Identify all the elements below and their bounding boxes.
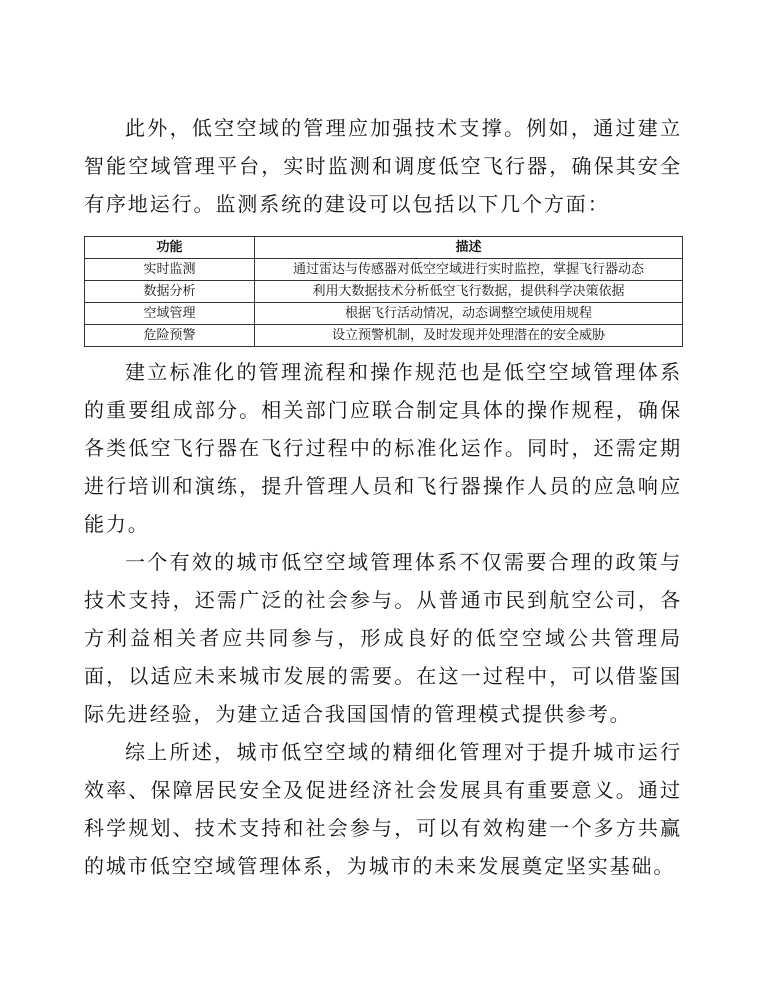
table-header-row <box>85 237 683 259</box>
table-header-description: 描述 <box>255 237 683 259</box>
table-row <box>85 325 683 347</box>
table-header-function: 功能 <box>85 237 255 259</box>
monitoring-features-table <box>84 236 683 347</box>
table-cell-description: 通过雷达与传感器对低空空域进行实时监控，掌握飞行器动态 <box>255 259 683 281</box>
document-page <box>84 100 682 885</box>
paragraph-tech-support: 此外，低空空域的管理应加强技术支撑。例如，通过建立智能空域管理平台，实时监测和调度低空飞行器，确保其安全有序地运行。监测系统的建设可以包括以下几个方面： <box>84 116 682 216</box>
table-cell-function: 空域管理 <box>85 303 255 325</box>
table-cell-function: 危险预警 <box>85 325 255 347</box>
table-cell-function: 数据分析 <box>85 281 255 303</box>
paragraph-conclusion: 综上所述，城市低空空域的精细化管理对于提升城市运行效率、保障居民安全及促进经济社会发展具有重要意义。通过科学规划、技术支持和社会参与，可以有效构建一个多方共赢的城市低空空域管理体系，为城市的未来发展奠定坚实基础。 <box>84 740 682 878</box>
paragraph-social-participation: 一个有效的城市低空空域管理体系不仅需要合理的政策与技术支持，还需广泛的社会参与。从普通市民到航空公司，各方利益相关者应共同参与，形成良好的低空空域公共管理局面，以适应未来城市发展的需要。在这一过程中，可以借鉴国际先进经验，为建立适合我国国情的管理模式提供参考。 <box>84 550 682 726</box>
table-cell-description: 利用大数据技术分析低空飞行数据，提供科学决策依据 <box>255 281 683 303</box>
paragraph-standardization: 建立标准化的管理流程和操作规范也是低空空域管理体系的重要组成部分。相关部门应联合制定具体的操作规程，确保各类低空飞行器在飞行过程中的标准化运作。同时，还需定期进行培训和演练，提升管理人员和飞行器操作人员的应急响应能力。 <box>84 360 682 536</box>
table-row <box>85 303 683 325</box>
table-cell-function: 实时监测 <box>85 259 255 281</box>
table-row <box>85 259 683 281</box>
table-cell-description: 设立预警机制，及时发现并处理潜在的安全威胁 <box>255 325 683 347</box>
table-row <box>85 281 683 303</box>
table-cell-description: 根据飞行活动情况，动态调整空域使用规程 <box>255 303 683 325</box>
